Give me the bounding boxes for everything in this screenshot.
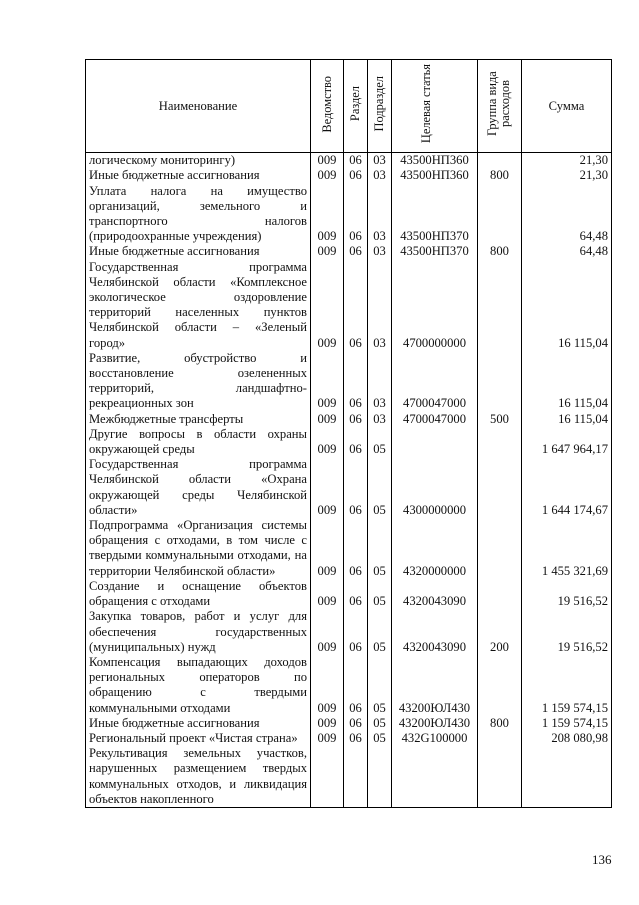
row-group: 800	[478, 244, 522, 259]
row-subsection	[368, 746, 392, 807]
row-dept: 009	[311, 579, 344, 609]
row-group	[478, 655, 522, 716]
row-sum: 16 115,04	[522, 260, 612, 351]
row-dept	[311, 746, 344, 807]
row-section: 06	[344, 153, 368, 169]
row-section: 06	[344, 609, 368, 655]
row-group	[478, 579, 522, 609]
row-subsection: 03	[368, 168, 392, 183]
row-group	[478, 351, 522, 412]
row-section: 06	[344, 244, 368, 259]
row-group	[478, 184, 522, 245]
header-name: Наименование	[86, 60, 311, 153]
header-section: Раздел	[344, 60, 368, 153]
row-dept: 009	[311, 731, 344, 746]
row-section: 06	[344, 457, 368, 518]
row-sum	[522, 746, 612, 807]
table-row	[86, 716, 612, 731]
row-subsection: 05	[368, 609, 392, 655]
table-row	[86, 244, 612, 259]
row-target: 43500НП360	[392, 168, 478, 183]
row-target: 4320043090	[392, 579, 478, 609]
row-group	[478, 153, 522, 169]
row-dept: 009	[311, 518, 344, 579]
row-name: Иные бюджетные ассигнования	[86, 716, 311, 731]
row-subsection: 03	[368, 351, 392, 412]
row-name: Иные бюджетные ассигнования	[86, 168, 311, 183]
row-name: Рекультивация земельных участков, нарушенных размещением твердых коммунальных отходов, и ликвидация объектов накопленного	[86, 746, 311, 807]
row-target: 4300000000	[392, 457, 478, 518]
row-subsection: 05	[368, 518, 392, 579]
table-row	[86, 412, 612, 427]
header-subsection: Подраздел	[368, 60, 392, 153]
row-subsection: 03	[368, 153, 392, 169]
row-name: Другие вопросы в области охраны окружающей среды	[86, 427, 311, 457]
row-dept: 009	[311, 655, 344, 716]
row-name: логическому мониторингу)	[86, 153, 311, 169]
row-subsection: 05	[368, 427, 392, 457]
table-row	[86, 153, 612, 169]
row-dept: 009	[311, 168, 344, 183]
row-target: 43500НП360	[392, 153, 478, 169]
row-sum: 64,48	[522, 184, 612, 245]
table-row	[86, 609, 612, 655]
row-target: 4320043090	[392, 609, 478, 655]
table-row	[86, 260, 612, 351]
table-row	[86, 457, 612, 518]
table-row	[86, 351, 612, 412]
row-section: 06	[344, 260, 368, 351]
row-section: 06	[344, 518, 368, 579]
row-sum: 1 159 574,15	[522, 716, 612, 731]
row-target: 432G100000	[392, 731, 478, 746]
header-target: Целевая статья	[392, 60, 478, 153]
row-section: 06	[344, 351, 368, 412]
row-target	[392, 427, 478, 457]
row-subsection: 05	[368, 731, 392, 746]
row-subsection: 03	[368, 412, 392, 427]
row-name: Региональный проект «Чистая страна»	[86, 731, 311, 746]
row-sum: 1 455 321,69	[522, 518, 612, 579]
row-group	[478, 731, 522, 746]
row-dept: 009	[311, 609, 344, 655]
row-name: Государственная программа Челябинской области «Охрана окружающей среды Челябинской области»	[86, 457, 311, 518]
row-target: 4700047000	[392, 351, 478, 412]
header-sum: Сумма	[522, 60, 612, 153]
row-sum: 64,48	[522, 244, 612, 259]
row-target: 43500НП370	[392, 184, 478, 245]
row-name: Иные бюджетные ассигнования	[86, 244, 311, 259]
row-group	[478, 457, 522, 518]
row-section: 06	[344, 184, 368, 245]
header-dept: Ведомство	[311, 60, 344, 153]
row-group: 800	[478, 168, 522, 183]
table-row	[86, 579, 612, 609]
row-subsection: 03	[368, 260, 392, 351]
row-target: 4700047000	[392, 412, 478, 427]
row-section: 06	[344, 427, 368, 457]
row-target: 43500НП370	[392, 244, 478, 259]
row-subsection: 03	[368, 244, 392, 259]
row-sum: 19 516,52	[522, 609, 612, 655]
row-group	[478, 427, 522, 457]
row-group: 500	[478, 412, 522, 427]
row-sum: 1 644 174,67	[522, 457, 612, 518]
table-row	[86, 168, 612, 183]
table-row	[86, 746, 612, 807]
row-target: 43200ЮЛ430	[392, 716, 478, 731]
row-group	[478, 746, 522, 807]
row-group: 800	[478, 716, 522, 731]
row-name: Развитие, обустройство и восстановление озелененных территорий, ландшафтно-рекреационных зон	[86, 351, 311, 412]
row-name: Государственная программа Челябинской области «Комплексное экологическое оздоровление территорий населенных пунктов Челябинской области – «Зеленый город»	[86, 260, 311, 351]
row-target: 4700000000	[392, 260, 478, 351]
row-dept: 009	[311, 260, 344, 351]
table-row	[86, 427, 612, 457]
row-name: Закупка товаров, работ и услуг для обеспечения государственных (муниципальных) нужд	[86, 609, 311, 655]
row-sum: 21,30	[522, 168, 612, 183]
row-group	[478, 260, 522, 351]
table-row	[86, 184, 612, 245]
row-dept: 009	[311, 412, 344, 427]
row-section: 06	[344, 655, 368, 716]
row-name: Компенсация выпадающих доходов региональных операторов по обращению с твердыми коммунальными отходами	[86, 655, 311, 716]
row-sum: 1 647 964,17	[522, 427, 612, 457]
row-dept: 009	[311, 457, 344, 518]
row-section: 06	[344, 412, 368, 427]
row-sum: 21,30	[522, 153, 612, 169]
row-section: 06	[344, 716, 368, 731]
row-subsection: 05	[368, 579, 392, 609]
table-row	[86, 518, 612, 579]
row-sum: 1 159 574,15	[522, 655, 612, 716]
row-section: 06	[344, 579, 368, 609]
page-number: 136	[592, 852, 612, 867]
row-name: Межбюджетные трансферты	[86, 412, 311, 427]
budget-table	[85, 59, 612, 808]
row-subsection: 05	[368, 457, 392, 518]
row-dept: 009	[311, 153, 344, 169]
table-row	[86, 655, 612, 716]
row-section	[344, 746, 368, 807]
row-name: Создание и оснащение объектов обращения с отходами	[86, 579, 311, 609]
table-header-row	[86, 60, 612, 153]
row-group: 200	[478, 609, 522, 655]
row-target: 4320000000	[392, 518, 478, 579]
row-sum: 19 516,52	[522, 579, 612, 609]
row-name: Уплата налога на имущество организаций, земельного и транспортного налогов (природоохранные учреждения)	[86, 184, 311, 245]
table-row	[86, 731, 612, 746]
header-group: Группа вида расходов	[478, 60, 522, 153]
row-dept: 009	[311, 716, 344, 731]
row-name: Подпрограмма «Организация системы обращения с отходами, в том числе с твердыми коммунальными отходами, на территории Челябинской области»	[86, 518, 311, 579]
row-sum: 16 115,04	[522, 412, 612, 427]
row-target: 43200ЮЛ430	[392, 655, 478, 716]
row-group	[478, 518, 522, 579]
row-dept: 009	[311, 184, 344, 245]
row-section: 06	[344, 168, 368, 183]
row-sum: 208 080,98	[522, 731, 612, 746]
row-subsection: 05	[368, 716, 392, 731]
row-subsection: 05	[368, 655, 392, 716]
row-sum: 16 115,04	[522, 351, 612, 412]
row-target	[392, 746, 478, 807]
row-section: 06	[344, 731, 368, 746]
row-subsection: 03	[368, 184, 392, 245]
row-dept: 009	[311, 427, 344, 457]
row-dept: 009	[311, 351, 344, 412]
row-dept: 009	[311, 244, 344, 259]
